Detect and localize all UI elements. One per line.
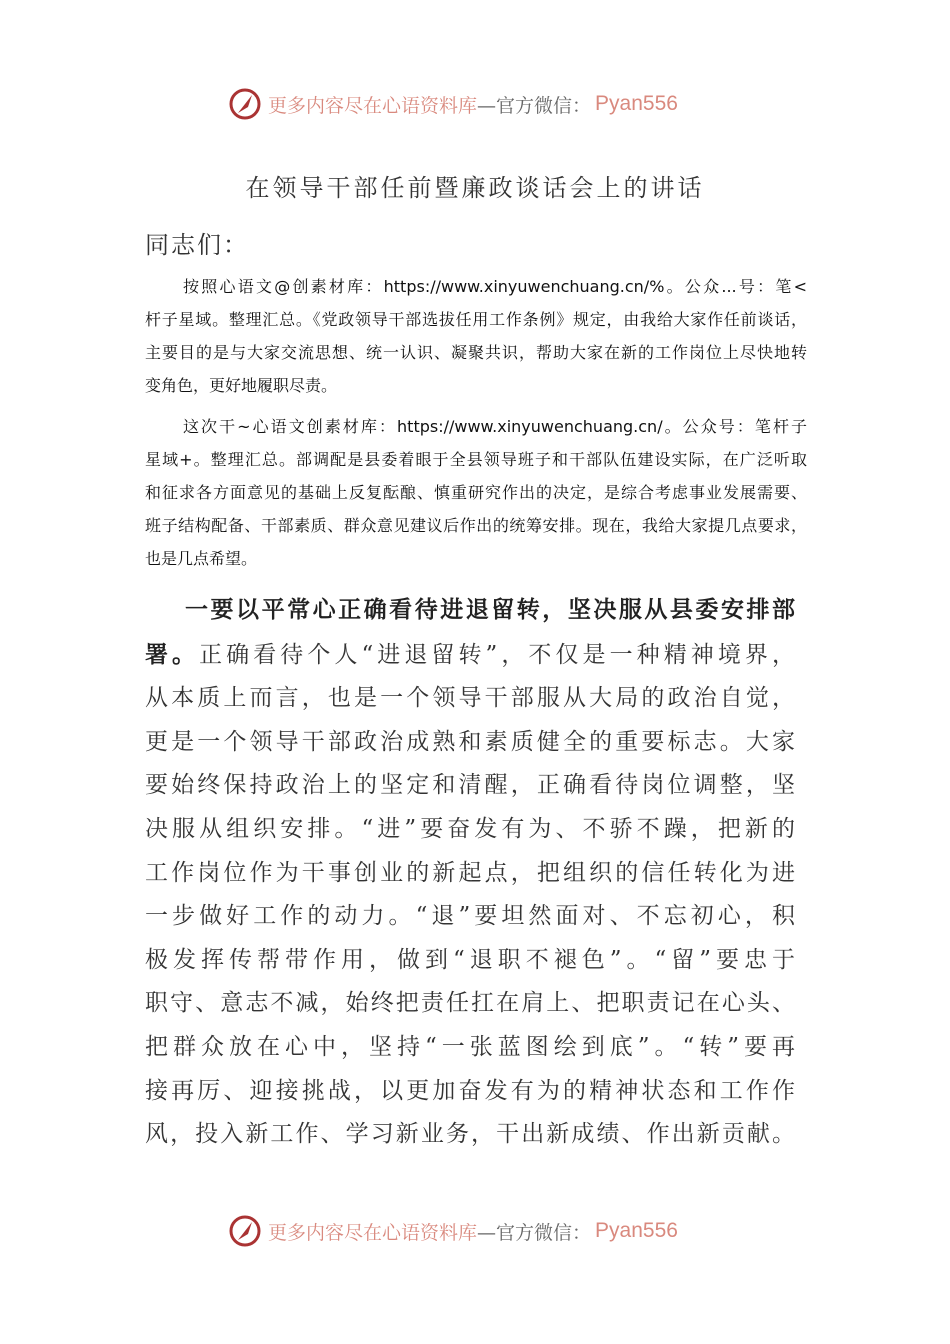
footer-banner xyxy=(228,1211,678,1251)
text-line: 班子结构配备、干部素质、群众意见建议后作出的统筹安排。现在，我给大家提几点要求， xyxy=(145,516,807,535)
text-line: 这次干~心语文创素材库：https://www.xinyuwenchuang.cn/。公众号：笔杆子 xyxy=(183,417,807,436)
page-title: 在领导干部任前暨廉政谈话会上的讲话 xyxy=(245,174,705,202)
text-line: 极发挥传帮带作用，做到“退职不褪色”。“留”要忠于 xyxy=(145,946,795,973)
header-banner xyxy=(228,84,678,124)
banner-wechat-id: Pyan556 xyxy=(595,1219,678,1242)
paragraph-2 xyxy=(145,410,807,575)
text-line: 主要目的是与大家交流思想、统一认识、凝聚共识，帮助大家在新的工作岗位上尽快地转 xyxy=(145,343,807,362)
greeting: 同志们： xyxy=(145,231,249,259)
text-line: 决服从组织安排。“进”要奋发有为、不骄不躁，把新的 xyxy=(145,815,795,842)
text-line: 把群众放在心中，坚持“一张蓝图绘到底”。“转”要再 xyxy=(145,1033,795,1060)
text-line: 接再厉、迎接挑战，以更加奋发有为的精神状态和工作作 xyxy=(145,1077,795,1104)
quill-logo-icon xyxy=(228,87,262,121)
text-line: 和征求各方面意见的基础上反复酝酿、慎重研究作出的决定，是综合考虑事业发展需要、 xyxy=(145,483,807,502)
banner-text: 更多内容尽在心语资料库 xyxy=(268,94,478,117)
quill-logo-icon xyxy=(228,1214,262,1248)
text-line: 按照心语文@创素材库：https://www.xinyuwenchuang.cn/%。公众...号：笔< xyxy=(183,277,807,296)
banner-wechat-id: Pyan556 xyxy=(595,92,678,115)
text-line: 也是几点希望。 xyxy=(145,549,258,568)
banner-wechat-label: —官方微信： xyxy=(477,1221,592,1244)
text-line: 正确看待个人“进退留转”，不仅是一种精神境界， xyxy=(199,641,795,668)
text-line: 变角色，更好地履职尽责。 xyxy=(145,376,338,395)
text-line: 一步做好工作的动力。“退”要坦然面对、不忘初心，积 xyxy=(145,903,795,930)
section-heading: 一要以平常心正确看待进退留转，坚决服从县委安排部 xyxy=(185,596,795,623)
text-line: 星域+。整理汇总。部调配是县委着眼于全县领导班子和干部队伍建设实际，在广泛听取 xyxy=(145,450,807,469)
section-heading-end: 署。 xyxy=(145,640,200,668)
text-line: 职守、意志不减，始终把责任扛在肩上、把职责记在心头、 xyxy=(145,990,795,1017)
text-line: 工作岗位作为干事创业的新起点，把组织的信任转化为进 xyxy=(145,859,795,886)
text-line: 从本质上而言，也是一个领导干部服从大局的政治自觉， xyxy=(145,685,795,712)
paragraph-1 xyxy=(145,270,807,402)
text-line: 要始终保持政治上的坚定和清醒，正确看待岗位调整，坚 xyxy=(145,772,795,799)
text-line: 更是一个领导干部政治成熟和素质健全的重要标志。大家 xyxy=(145,728,795,755)
text-line: 杆子星域。整理汇总。《党政领导干部选拔任用工作条例》规定，由我给大家作任前谈话， xyxy=(145,310,807,329)
banner-text: 更多内容尽在心语资料库 xyxy=(268,1221,478,1244)
banner-wechat-label: —官方微信： xyxy=(477,94,592,117)
text-line: 风，投入新工作、学习新业务，干出新成绩、作出新贡献。 xyxy=(145,1121,795,1148)
section-1 xyxy=(145,588,795,1157)
